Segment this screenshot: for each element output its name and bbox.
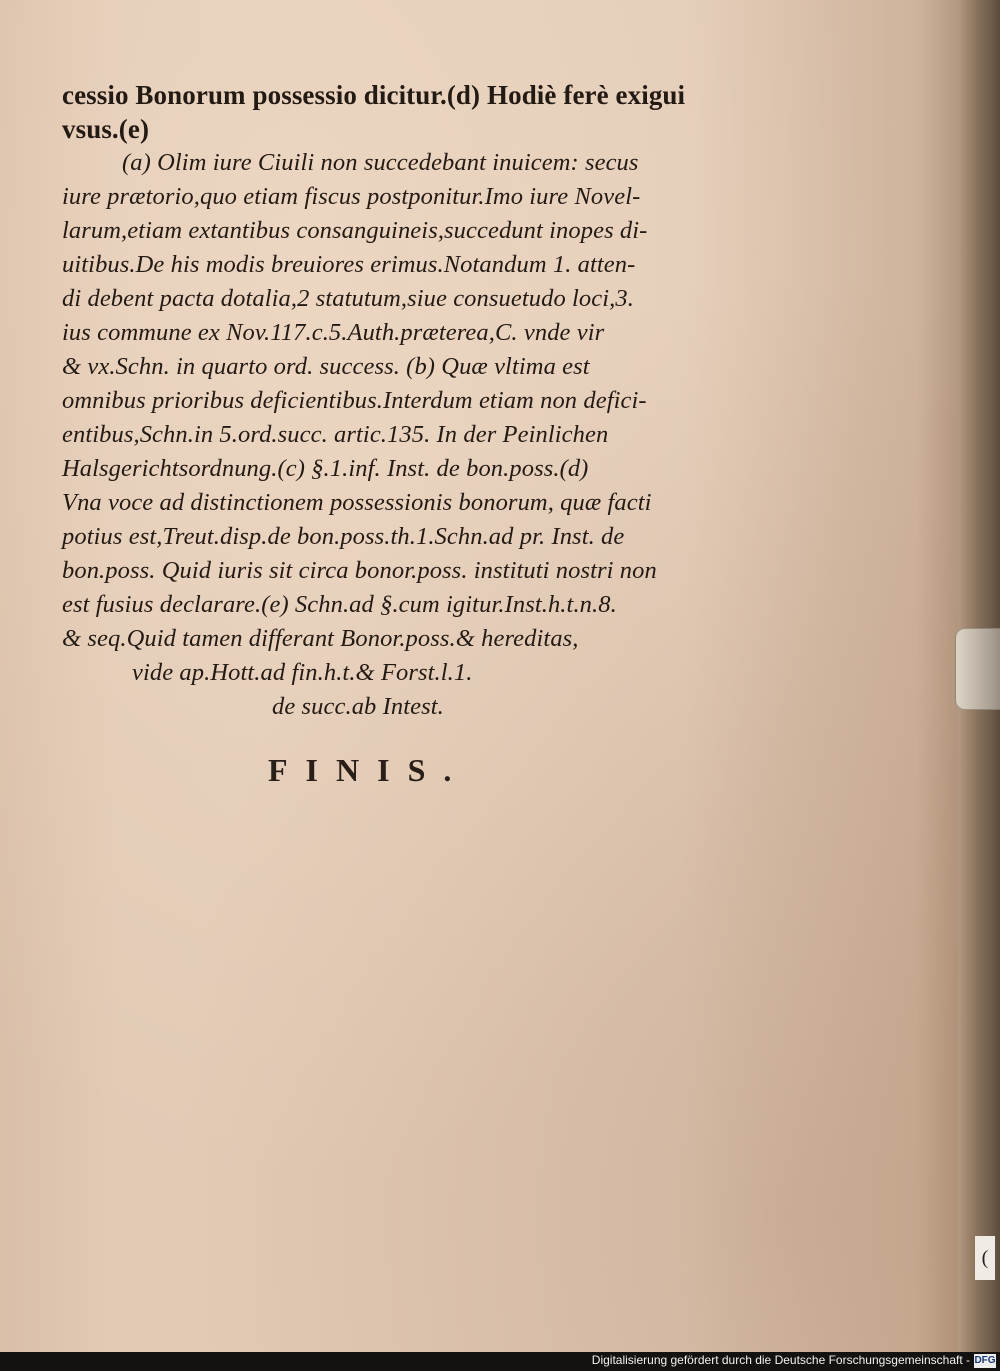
footnote-line: est fusius declarare.(e) Schn.ad §.cum igitur.Inst.h.t.n.8. [62,591,617,618]
footnote-line: de succ.ab Intest. [272,693,444,720]
footnote-line: di debent pacta dotalia,2 statutum,siue consuetudo loci,3. [62,285,634,312]
footnote-line: potius est,Treut.disp.de bon.poss.th.1.Schn.ad pr. Inst. de [62,523,625,550]
text-line: cessio Bonorum possessio dicitur.(d) Hodiè ferè exigui [62,80,686,110]
footnote-line: entibus,Schn.in 5.ord.succ. artic.135. In der Peinlichen [62,421,609,448]
footer-bar [0,1352,1000,1371]
folio-mark: ( [975,1236,995,1280]
footnote-line: (a) Olim iure Ciuili non succedebant inuicem: secus [122,149,639,176]
footnote-line: Halsgerichtsordnung.(c) §.1.inf. Inst. de bon.poss.(d) [62,455,589,482]
dfg-logo-icon: DFG [974,1355,996,1366]
footnote-line: bon.poss. Quid iuris sit circa bonor.poss. instituti nostri non [62,557,657,584]
footnote-line: larum,etiam extantibus consanguineis,succedunt inopes di- [62,217,648,244]
footnote-line: uitibus.De his modis breuiores erimus.Notandum 1. atten- [62,251,636,278]
footer-credit: Digitalisierung gefördert durch die Deutsche Forschungsgemeinschaft - [591,1353,970,1367]
footnote-line: omnibus prioribus deficientibus.Interdum etiam non defici- [62,387,647,414]
footnote-line: iure prætorio,quo etiam fiscus postponitur.Imo iure Novel- [62,183,641,210]
footnote-line: & seq.Quid tamen differant Bonor.poss.& hereditas, [62,625,579,652]
clip-marker [955,628,1000,710]
footnote-line: & vx.Schn. in quarto ord. success. (b) Quæ vltima est [62,353,590,380]
finis-heading: FINIS. [268,752,470,788]
page-text [62,78,732,724]
footnote-line: ius commune ex Nov.117.c.5.Auth.præterea,C. vnde vir [62,319,605,346]
text-line: vsus.(e) [62,114,150,144]
footnote-line: Vna voce ad distinctionem possessionis bonorum, quæ facti [62,489,652,516]
footnote-line: vide ap.Hott.ad fin.h.t.& Forst.l.1. [132,659,473,686]
